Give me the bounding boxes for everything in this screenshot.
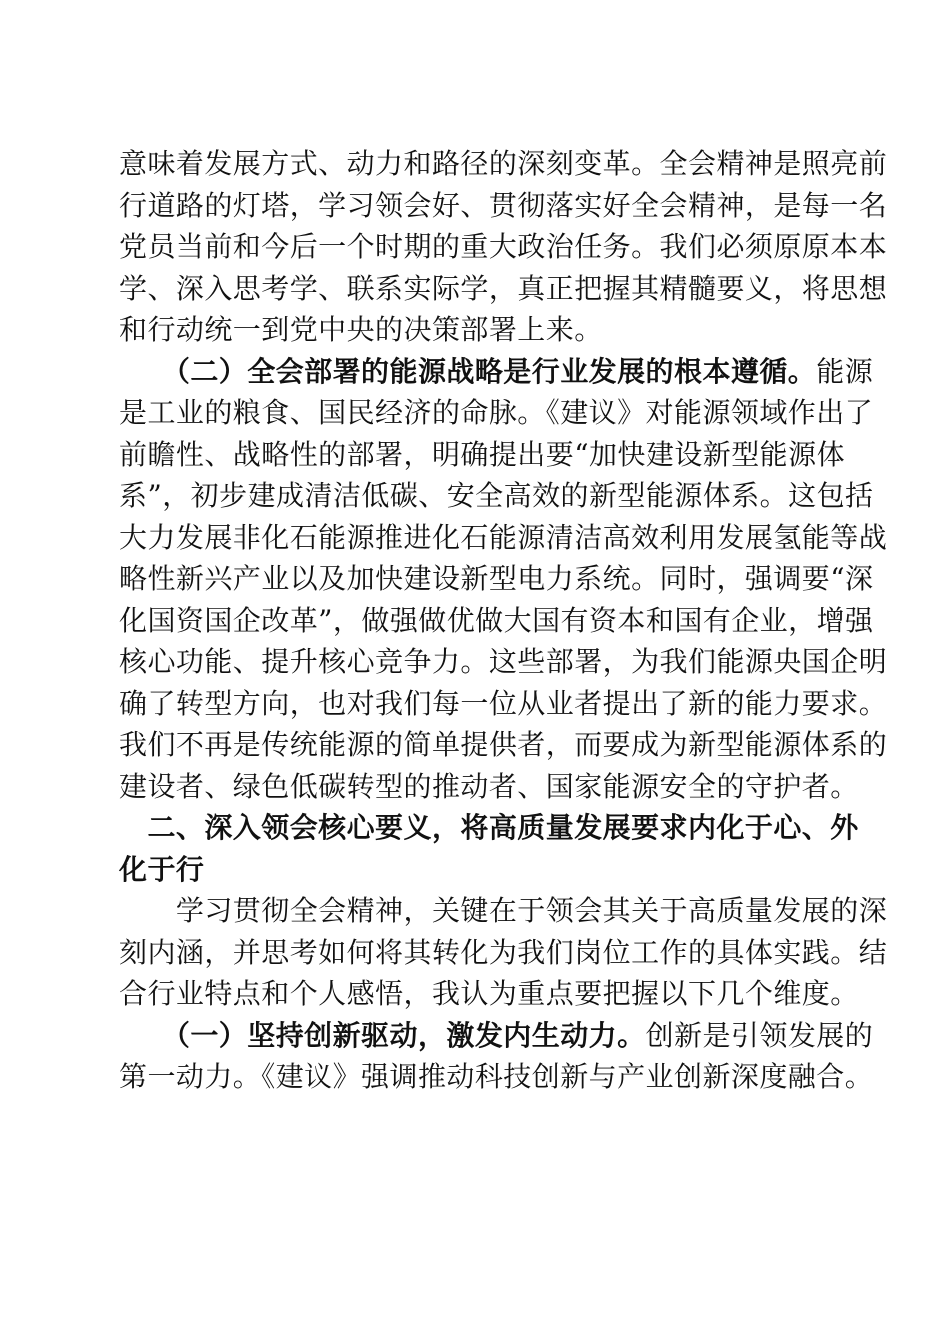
body-line: 大力发展非化石能源推进化石能源清洁高效利用发展氢能等战 xyxy=(119,520,888,554)
body-line: 刻内涵，并思考如何将其转化为我们岗位工作的具体实践。结 xyxy=(119,935,888,969)
body-line: 意味着发展方式、动力和路径的深刻变革。全会精神是照亮前 xyxy=(119,147,888,180)
body-line: 核心功能、提升核心竞争力。这些部署，为我们能源央国企明 xyxy=(119,645,888,678)
body-line: 建设者、绿色低碳转型的推动者、国家能源安全的守护者。 xyxy=(119,769,859,803)
document-body xyxy=(119,143,888,1098)
body-line: 前瞻性、战略性的部署，明确提出要“加快建设新型能源体 xyxy=(119,437,846,471)
section-heading-line: 化于行 xyxy=(119,852,205,886)
body-line: 化国资国企改革”，做强做优做大国有资本和国有企业，增强 xyxy=(119,603,874,637)
subsection-heading-line xyxy=(119,1015,874,1057)
body-line: 确了转型方向，也对我们每一位从业者提出了新的能力要求。 xyxy=(119,686,888,720)
section-heading: 二、深入领会核心要义，将高质量发展要求内化于心、外 xyxy=(147,811,859,844)
body-line: 行道路的灯塔，学习领会好、贯彻落实好全会精神，是每一名 xyxy=(119,188,888,222)
section-heading-line xyxy=(119,807,859,849)
body-text: 创新是引领发展的 xyxy=(645,1018,874,1052)
body-text: 能源 xyxy=(816,354,874,388)
body-text: 学习贯彻全会精神，关键在于领会其关于高质量发展的深 xyxy=(175,894,888,927)
body-line: 学、深入思考学、联系实际学，真正把握其精髓要义，将思想 xyxy=(119,271,888,305)
body-line: 是工业的粮食、国民经济的命脉。《建议》对能源领域作出了 xyxy=(119,396,874,429)
body-line: 合行业特点和个人感悟，我认为重点要把握以下几个维度。 xyxy=(119,977,859,1010)
body-line: 系”，初步建成清洁低碳、安全高效的新型能源体系。这包括 xyxy=(119,479,874,512)
subsection-heading-line xyxy=(119,351,874,393)
subsection-heading: （二）全会部署的能源战略是行业发展的根本遵循。 xyxy=(175,354,817,388)
body-line: 第一动力。《建议》强调推动科技创新与产业创新深度融合。 xyxy=(119,1060,874,1093)
subsection-heading: （一）坚持创新驱动，激发内生动力。 xyxy=(175,1018,646,1052)
body-line xyxy=(119,890,888,932)
body-line: 我们不再是传统能源的简单提供者，而要成为新型能源体系的 xyxy=(119,728,888,761)
body-line: 和行动统一到党中央的决策部署上来。 xyxy=(119,313,603,346)
body-line: 略性新兴产业以及加快建设新型电力系统。同时，强调要“深 xyxy=(119,562,874,595)
body-line: 党员当前和今后一个时期的重大政治任务。我们必须原原本本 xyxy=(119,230,888,263)
